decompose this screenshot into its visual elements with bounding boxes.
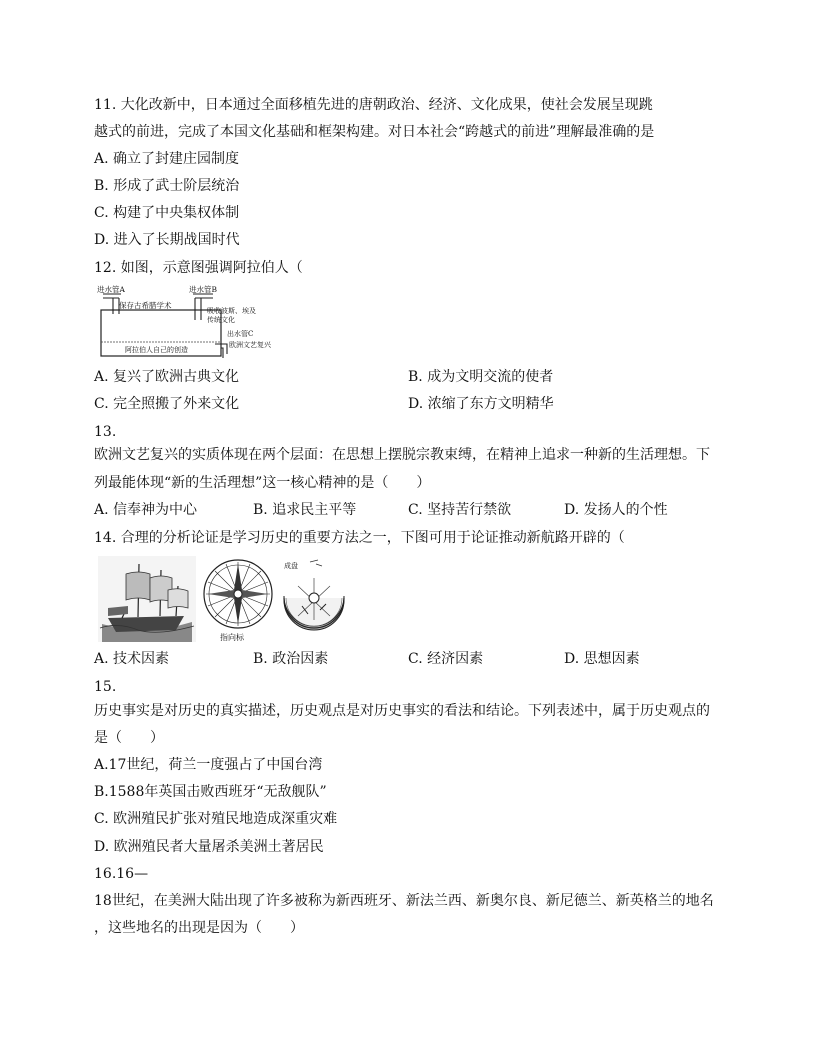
q12-option-d[interactable]: D. 浓缩了东方文明精华: [408, 396, 554, 412]
q14-option-d[interactable]: D. 思想因素: [564, 651, 640, 667]
q13-stem-line2: 列最能体现“新的生活理想”这一核心精神的是（ ）: [94, 475, 431, 491]
q15-number: 15.: [94, 679, 117, 695]
q13-option-d[interactable]: D. 发扬人的个性: [564, 502, 668, 518]
q15-option-d[interactable]: D. 欧洲殖民者大量屠杀美洲土著居民: [94, 839, 324, 855]
renaissance-label: 欧洲文艺复兴: [229, 341, 271, 349]
q11-stem-line2: 越式的前进，完成了本国文化基础和框架构建。对日本社会“跨越式的前进”理解最准确的是: [94, 124, 655, 140]
q14-option-c[interactable]: C. 经济因素: [408, 651, 484, 667]
q13-number: 13.: [94, 424, 117, 440]
q15-option-c[interactable]: C. 欧洲殖民扩张对殖民地造成深重灾难: [94, 811, 338, 827]
q12-option-b[interactable]: B. 成为文明交流的使者: [408, 369, 554, 385]
outlet-c-label: 出水管C: [227, 330, 254, 338]
q13-option-c[interactable]: C. 坚持苦行禁欲: [408, 502, 512, 518]
q14-option-b[interactable]: B. 政治因素: [253, 651, 329, 667]
q12-option-a[interactable]: A. 复兴了欧洲古典文化: [94, 369, 240, 385]
q16-stem-line1: 18世纪，在美洲大陆出现了许多被称为新西班牙、新法兰西、新奥尔良、新尼德兰、新英格兰的地名: [94, 893, 714, 909]
inlet-a-label: 进水管A: [97, 285, 125, 294]
q12-option-c[interactable]: C. 完全照搬了外来文化: [94, 396, 240, 412]
q16-number: 16.16—: [94, 866, 149, 882]
q12-water-tank-diagram: [95, 284, 287, 360]
q11-option-d[interactable]: D. 进入了长期战国时代: [94, 232, 240, 248]
inlet-b-label: 进水管B: [189, 285, 218, 294]
q14-stem: 14. 合理的分析论证是学习历史的重要方法之一，下图可用于论证推动新航路开辟的（: [94, 530, 625, 546]
absorb-label-2: 传统文化: [207, 316, 235, 324]
q13-option-b[interactable]: B. 追求民主平等: [253, 502, 357, 518]
q11-stem-line1: 11. 大化改新中，日本通过全面移植先进的唐朝政治、经济、文化成果，使社会发展呈现跳: [94, 97, 653, 113]
q13-stem-line1: 欧洲文艺复兴的实质体现在两个层面：在思想上摆脱宗教束缚，在精神上追求一种新的生活理想。下: [94, 447, 710, 463]
q11-option-b[interactable]: B. 形成了武士阶层统治: [94, 178, 240, 194]
q15-option-a[interactable]: A.17世纪，荷兰一度强占了中国台湾: [94, 757, 323, 773]
q15-option-b[interactable]: B.1588年英国击败西班牙“无敌舰队”: [94, 784, 327, 800]
greek-label: 保存古希腊学术: [119, 301, 172, 310]
absorb-label-1: 吸收波斯、埃及: [207, 307, 256, 315]
compass-caption: 指向标: [220, 633, 244, 642]
q13-option-a[interactable]: A. 信奉神为中心: [94, 502, 198, 518]
own-creation-label: 阿拉伯人自己的创造: [125, 346, 188, 354]
q12-stem: 12. 如图，示意图强调阿拉伯人（: [94, 260, 303, 276]
astrolabe-image: [280, 556, 348, 642]
caravel-ship-image: [98, 556, 196, 642]
q15-stem-line1: 历史事实是对历史的真实描述，历史观点是对历史事实的看法和结论。下列表述中，属于历史观点的: [94, 703, 710, 719]
astrolabe-label: 成盘: [284, 562, 298, 570]
q14-option-a[interactable]: A. 技术因素: [94, 651, 170, 667]
q11-option-a[interactable]: A. 确立了封建庄园制度: [94, 151, 240, 167]
compass-rose-image: [200, 556, 276, 646]
q15-stem-line2: 是（ ）: [94, 730, 164, 746]
q11-option-c[interactable]: C. 构建了中央集权体制: [94, 205, 240, 221]
q16-stem-line2: ，这些地名的出现是因为（ ）: [94, 920, 304, 936]
